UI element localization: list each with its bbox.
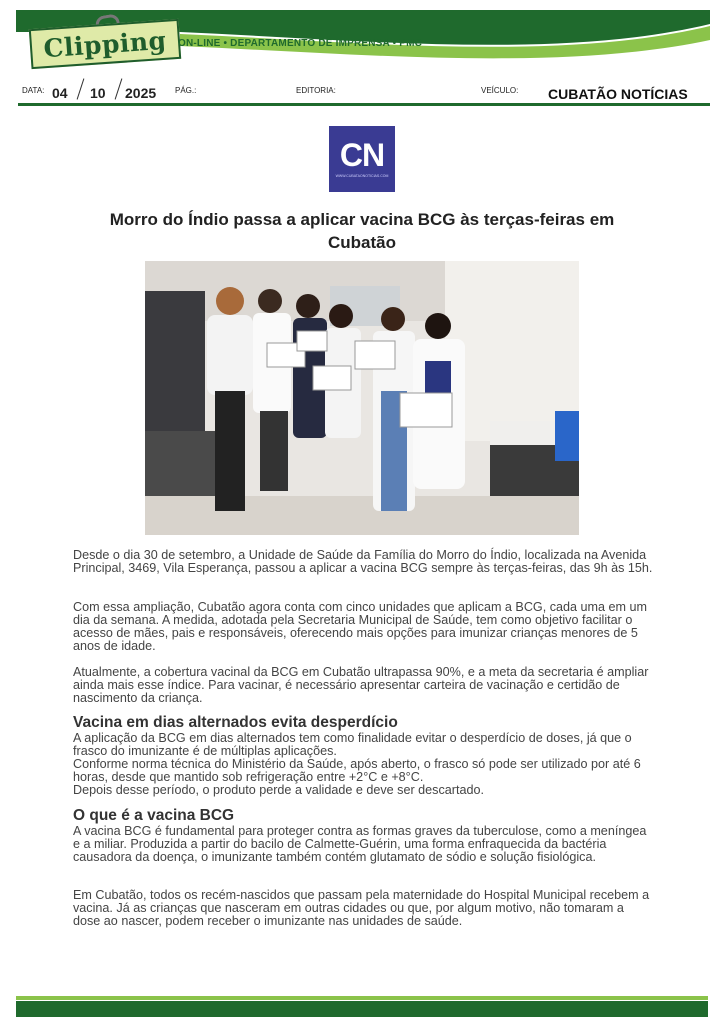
- date-year: 2025: [125, 85, 157, 101]
- article-photo: [145, 261, 579, 535]
- paragraph-1: [73, 549, 653, 575]
- paragraph-text: Atualmente, a cobertura vacinal da BCG em Cubatão ultrapassa 90%, e a meta da secretaria é ampliar ainda mais esse índice. Para vacinar, é necessário apresentar carteira de vacinação e certidão de nascimento da criança.: [73, 665, 649, 705]
- date-day: 04: [52, 85, 68, 101]
- date-separator: [115, 78, 123, 99]
- paragraph-6: [73, 889, 653, 928]
- veiculo-label: VEÍCULO:: [481, 86, 519, 95]
- clipping-banner: [0, 0, 724, 75]
- logo-text: CN: [339, 137, 385, 173]
- clipping-label: Clipping: [29, 19, 181, 69]
- paragraph-text: Em Cubatão, todos os recém-nascidos que passam pela maternidade do Hospital Municipal recebem a vacina. Já as crianças que nasceram em outras cidades ou que, por algum motivo, não tomaram a dose ao nascer, podem receber o imunizante nas unidades de saúde.: [73, 888, 650, 928]
- date-month: 10: [90, 85, 106, 101]
- cubatao-noticias-logo: [329, 126, 395, 192]
- article-title: Morro do Índio passa a aplicar vacina BCG às terças-feiras em Cubatão: [109, 210, 615, 252]
- editoria-label: EDITORIA:: [296, 86, 336, 95]
- paragraph-text: Com essa ampliação, Cubatão agora conta com cinco unidades que aplicam a BCG, cada uma em um dia da semana. A medida, adotada pela Secretaria Municipal de Saúde, tem como objetivo facilitar o acesso de mães, pais e responsáveis, oferecendo mais opções para imunizar crianças menores de 5 anos de idade.: [73, 600, 648, 653]
- paragraph-text: Depois desse período, o produto perde a validade e deve ser descartado.: [73, 783, 484, 797]
- meta-divider: [18, 103, 710, 106]
- date-label: DATA:: [22, 86, 45, 95]
- footer-bar: [16, 996, 708, 1017]
- section-heading: O que é a vacina BCG: [73, 807, 235, 824]
- paragraph-5: [73, 825, 653, 864]
- paragraph-4: [73, 732, 653, 797]
- veiculo-name: CUBATÃO NOTÍCIAS: [548, 86, 688, 102]
- page-label: PÁG.:: [175, 86, 197, 95]
- logo-url: WWW.CUBATAONOTICIAS.COM: [335, 174, 389, 178]
- paragraph-2: [73, 601, 653, 653]
- paragraph-3: [73, 666, 653, 705]
- date-separator: [77, 78, 85, 99]
- paragraph-text: Conforme norma técnica do Ministério da Saúde, após aberto, o frasco só pode ser utilizado por até 6 horas, desde que mantido sob refrigeração entre +2°C e +8°C.: [73, 757, 641, 784]
- section-heading: Vacina em dias alternados evita desperdício: [73, 714, 398, 731]
- paragraph-text: A vacina BCG é fundamental para proteger contra as formas graves da tuberculose, como a meníngea e a miliar. Produzida a partir do bacilo de Calmette-Guérin, uma forma enfraquecida da bactéria causadora da doença, o imunizante também contém glutamato de sódio e solução fisiológica.: [73, 824, 647, 864]
- department-label: ON-LINE • DEPARTAMENTO DE IMPRENSA • PMC: [178, 38, 423, 49]
- paragraph-text: Desde o dia 30 de setembro, a Unidade de Saúde da Família do Morro do Índio, localizada na Avenida Principal, 3469, Vila Esperança, passou a aplicar a vacina BCG sempre às terças-feiras, das 9h às 15h.: [73, 548, 653, 575]
- paragraph-text: A aplicação da BCG em dias alternados tem como finalidade evitar o desperdício de doses, já que o frasco do imunizante é de múltiplas aplicações.: [73, 731, 632, 758]
